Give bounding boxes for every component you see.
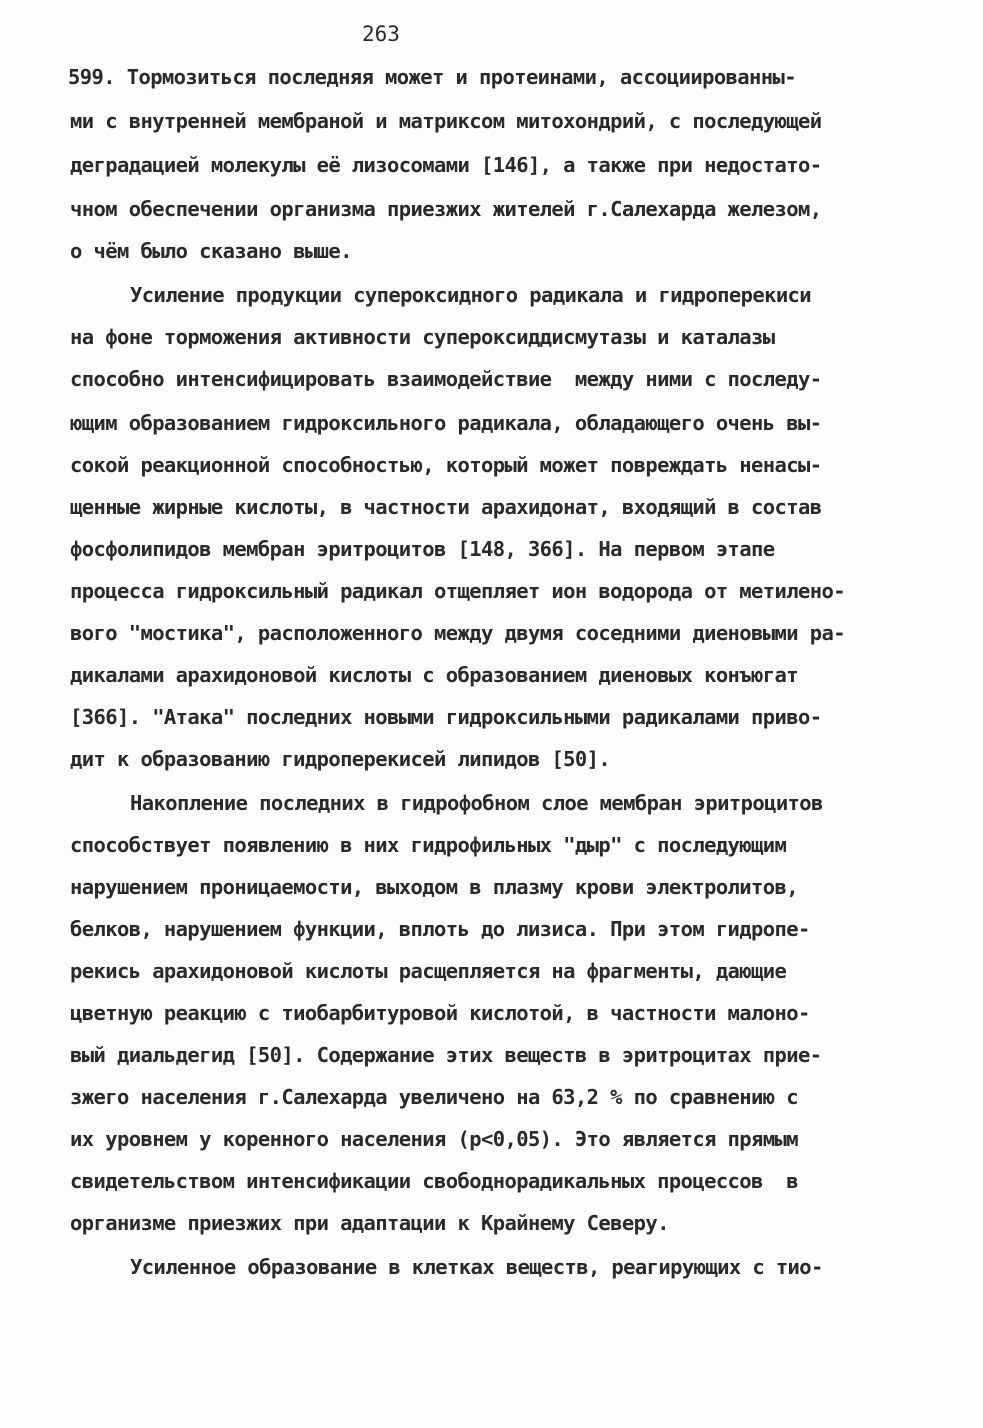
text-line: на фоне торможения активности супероксиддисмутазы и каталазы — [70, 325, 775, 349]
text-line: цветную реакцию с тиобарбитуровой кислотой, в частности малоно- — [70, 1001, 810, 1025]
text-line: нарушением проницаемости, выходом в плазму крови электролитов, — [70, 875, 799, 899]
text-line: вый диальдегид [50]. Содержание этих веществ в эритроцитах прие- — [70, 1043, 822, 1067]
text-line: процесса гидроксильный радикал отщепляет ион водорода от метилено- — [70, 579, 845, 603]
page-number: 263 — [362, 22, 400, 46]
text-line: организме приезжих при адаптации к Крайнему Северу. — [70, 1211, 669, 1235]
text-line: зжего населения г.Салехарда увеличено на 63,2 % по сравнению с — [70, 1085, 799, 1109]
text-line: ющим образованием гидроксильного радикала, обладающего очень вы- — [70, 411, 822, 435]
text-line: ми с внутренней мембраной и матриксом митохондрий, с последующей — [70, 109, 822, 133]
text-line: дикалами арахидоновой кислоты с образованием диеновых конъюгат — [70, 663, 799, 687]
text-line: свидетельством интенсификации свободнорадикальных процессов в — [70, 1169, 799, 1193]
text-line: [366]. "Атака" последних новыми гидроксильными радикалами приво- — [70, 705, 822, 729]
text-line: фосфолипидов мембран эритроцитов [148, 366]. На первом этапе — [70, 537, 775, 561]
text-line: 599. Тормозиться последняя может и протеинами, ассоциированны- — [68, 65, 797, 89]
text-line: дит к образованию гидроперекисей липидов [50]. — [70, 747, 611, 771]
text-line: о чём было сказано выше. — [70, 239, 352, 263]
text-line: чном обеспечении организма приезжих жителей г.Салехарда железом, — [70, 197, 822, 221]
text-line: щенные жирные кислоты, в частности арахидонат, входящий в состав — [70, 495, 822, 519]
text-line: белков, нарушением функции, вплоть до лизиса. При этом гидропе- — [70, 917, 810, 941]
text-line: деградацией молекулы её лизосомами [146], а также при недостато- — [70, 153, 822, 177]
text-line: способно интенсифицировать взаимодействие между ними с последу- — [70, 367, 822, 391]
text-line: способствует появлению в них гидрофильных "дыр" с последующим — [70, 833, 787, 857]
text-line: сокой реакционной способностью, который может повреждать ненасы- — [70, 453, 822, 477]
text-line: вого "мостика", расположенного между двумя соседними диеновыми ра- — [70, 621, 845, 645]
text-line: Усиленное образование в клетках веществ, реагирующих с тио- — [130, 1255, 823, 1279]
text-line: рекись арахидоновой кислоты расщепляется на фрагменты, дающие — [70, 959, 787, 983]
text-line: Усиление продукции супероксидного радикала и гидроперекиси — [130, 283, 812, 307]
text-line: Накопление последних в гидрофобном слое мембран эритроцитов — [130, 791, 823, 815]
text-line: их уровнем у коренного населения (р<0,05). Это является прямым — [70, 1127, 799, 1151]
